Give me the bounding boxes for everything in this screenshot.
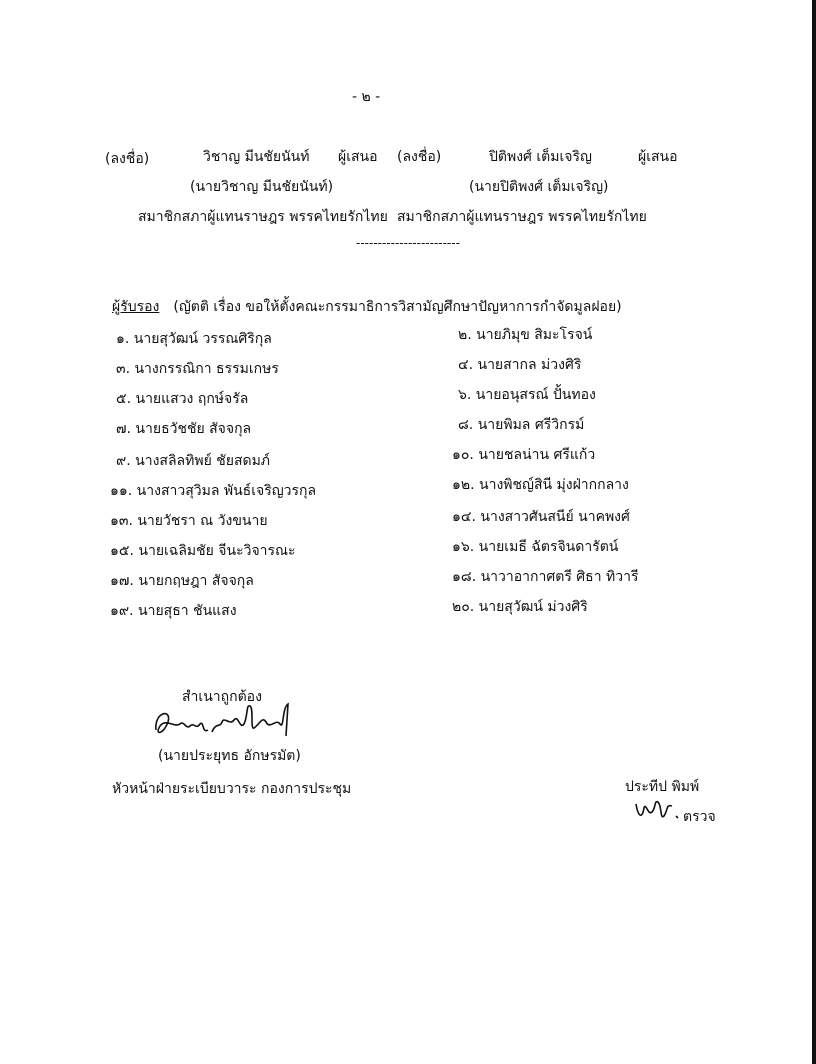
proposer-2-role: ผู้เสนอ bbox=[638, 149, 678, 165]
cosigner-5: ๕. นายแสวง ฤกษ์จรัล bbox=[116, 391, 249, 407]
cosigner-10: ๑๐. นายชลน่าน ศรีแก้ว bbox=[452, 447, 596, 463]
typist-label: ประทีป พิมพ์ bbox=[625, 779, 700, 795]
cosigner-19: ๑๙. นายสุธา ชันแสง bbox=[110, 603, 237, 619]
separator-line: ------------------------ bbox=[356, 236, 460, 250]
cosigner-8: ๘. นายพิมล ศรีวิกรม์ bbox=[458, 417, 585, 433]
cosigner-11: ๑๑. นางสาวสุวิมล พันธ์เจริญวรกุล bbox=[110, 483, 317, 499]
cosigner-16: ๑๖. นายเมธี ฉัตรจินดารัตน์ bbox=[452, 539, 619, 555]
proposer-1-prefix: (ลงชื่อ) bbox=[105, 151, 150, 167]
proposer-2-position: สมาชิกสภาผู้แทนราษฎร พรรคไทยรักไทย bbox=[397, 209, 647, 225]
cosign-subject: (ญัตติ เรื่อง ขอให้ตั้งคณะกรรมาธิการวิสามัญศึกษาปัญหาการกำจัดมูลฝอย) bbox=[173, 299, 622, 315]
cosigner-2: ๒. นายภิมุข สิมะโรจน์ bbox=[458, 327, 593, 343]
page-number: - ๒ - bbox=[352, 89, 381, 105]
cosigner-9: ๙. นางสลิลทิพย์ ชัยสดมภ์ bbox=[116, 453, 271, 469]
certified-copy-label: สำเนาถูกต้อง bbox=[182, 689, 262, 705]
scan-edge bbox=[812, 0, 816, 1064]
cosigner-7: ๗. นายธวัชชัย สัจจกุล bbox=[116, 421, 252, 437]
checker-label: ตรวจ bbox=[683, 809, 716, 825]
cosign-label: ผู้รับรอง bbox=[112, 299, 160, 315]
certifier-name: (นายประยุทธ อักษรมัต) bbox=[158, 748, 301, 764]
certifier-position: หัวหน้าฝ่ายระเบียบวาระ กองการประชุม bbox=[112, 781, 352, 797]
cosigner-20: ๒๐. นายสุวัฒน์ ม่วงศิริ bbox=[452, 599, 588, 615]
cosigner-18: ๑๘. นาวาอากาศตรี ศิธา ทิวารี bbox=[452, 569, 639, 585]
proposer-2-signed-name: ปิติพงศ์ เต็มเจริญ bbox=[489, 149, 592, 165]
cosigner-17: ๑๗. นายกฤษฎา สัจจกุล bbox=[110, 573, 254, 589]
cosigner-4: ๔. นายสากล ม่วงศิริ bbox=[458, 357, 582, 373]
cosigner-12: ๑๒. นางพิชญ์สินี มุ่งฝ่ากกลาง bbox=[452, 477, 629, 493]
proposer-2-full-name: (นายปิติพงศ์ เต็มเจริญ) bbox=[469, 179, 609, 195]
proposer-1-position: สมาชิกสภาผู้แทนราษฎร พรรคไทยรักไทย bbox=[138, 209, 388, 225]
cosigner-15: ๑๕. นายเฉลิมชัย จีนะวิจารณะ bbox=[110, 543, 296, 559]
proposer-1-role: ผู้เสนอ bbox=[338, 149, 378, 165]
cosigner-1: ๑. นายสุวัฒน์ วรรณศิริกุล bbox=[116, 331, 272, 347]
proposer-2-prefix: (ลงชื่อ) bbox=[397, 149, 442, 165]
certifier-signature-icon bbox=[150, 700, 300, 742]
checker-initials-icon bbox=[632, 798, 682, 824]
cosigner-6: ๖. นายอนุสรณ์ ปั้นทอง bbox=[458, 387, 596, 403]
proposer-1-signed-name: วิชาญ มีนชัยนันท์ bbox=[203, 149, 310, 165]
cosign-heading bbox=[112, 296, 622, 318]
proposer-1-full-name: (นายวิชาญ มีนชัยนันท์) bbox=[190, 179, 334, 195]
cosigner-3: ๓. นางกรรณิกา ธรรมเกษร bbox=[116, 361, 279, 377]
cosigner-14: ๑๔. นางสาวศันสนีย์ นาคพงศ์ bbox=[452, 509, 630, 525]
cosigner-13: ๑๓. นายวัชรา ณ วังขนาย bbox=[110, 513, 268, 529]
